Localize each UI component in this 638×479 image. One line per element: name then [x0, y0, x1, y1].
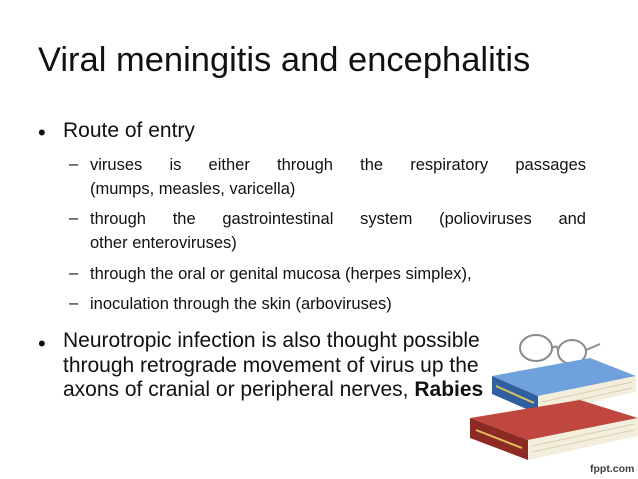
bullet-line-text: axons of cranial or peripheral nerves,: [63, 378, 415, 401]
sub-bullet-oral-genital: [90, 262, 472, 286]
fppt-logo: fppt.com: [590, 463, 635, 475]
footer-bar: [0, 464, 638, 479]
bullet-line: through retrograde movement of virus up the: [63, 353, 479, 377]
sub-bullet-respiratory: [90, 153, 586, 201]
dash-marker: –: [69, 264, 79, 282]
bullet-line: Neurotropic infection is also thought possible: [63, 329, 480, 352]
sub-bullet-line: through the oral or genital mucosa (herpes simplex),: [90, 265, 472, 283]
sub-bullet-line: inoculation through the skin (arboviruses): [90, 295, 392, 313]
sub-bullet-line: other enteroviruses): [90, 234, 237, 252]
sub-bullet-line: through the gastrointestinal system (polioviruses and: [90, 210, 586, 228]
bullet-marker: •: [38, 120, 46, 145]
sub-bullet-inoculation: [90, 292, 392, 316]
rabies-highlight: Rabies: [414, 378, 484, 401]
dash-marker: –: [69, 155, 79, 173]
bullet-route-of-entry: Route of entry: [63, 119, 195, 142]
sub-bullet-line: viruses is either through the respiratory passages: [90, 156, 586, 174]
bullet-neurotropic-infection: [63, 329, 483, 403]
bullet-line: [63, 378, 483, 403]
dash-marker: –: [69, 209, 79, 227]
sub-bullet-gastrointestinal: [90, 207, 586, 255]
red-book-icon: [470, 400, 638, 460]
bullet-marker: •: [38, 331, 46, 356]
sub-bullet-line: (mumps, measles, varicella): [90, 180, 296, 198]
dash-marker: –: [69, 294, 79, 312]
slide-title: Viral meningitis and encephalitis: [38, 41, 531, 79]
